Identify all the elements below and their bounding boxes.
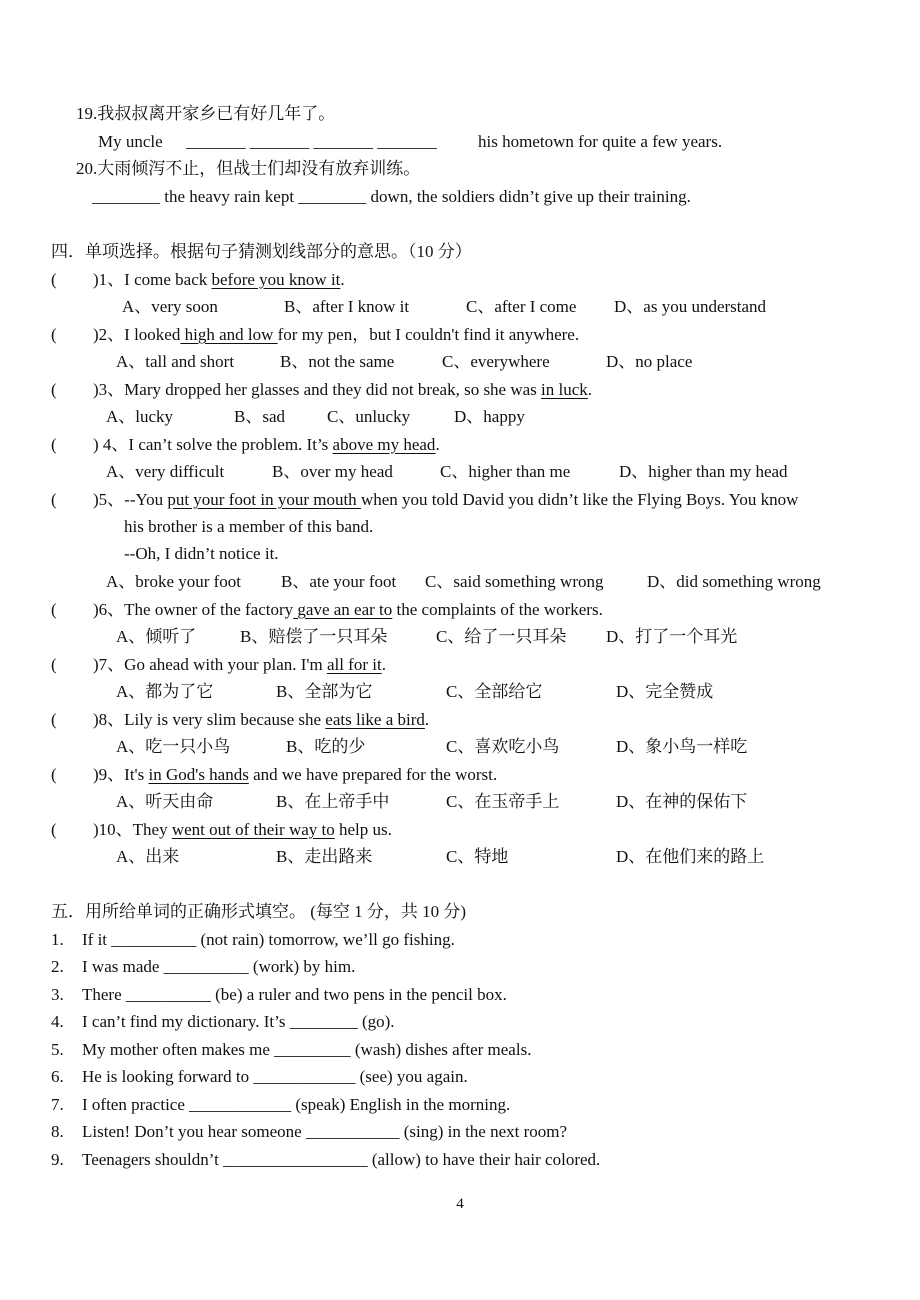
q5-stem-line-2: his brother is a member of this band. (124, 517, 374, 536)
q1-stem (93, 270, 345, 290)
q7-underlined-phrase: all for it (326, 655, 382, 674)
q2-option-b: B、not the same (280, 352, 395, 371)
q20-english: ________ the heavy rain kept ________ down, the soldiers didn’t give up their training. (92, 187, 691, 206)
q3-option-d: D、happy (454, 407, 525, 426)
q5-option-b: B、ate your foot (281, 572, 397, 591)
q10-option-a: A、出来 (116, 847, 180, 866)
q10-close-paren: ) (93, 820, 99, 839)
q5-text-post: when you told David you didn’t like the Flying Boys. You know (360, 490, 799, 509)
q5-open-paren: ( (51, 490, 57, 509)
q4-option-d: D、higher than my head (619, 462, 788, 481)
q8-option-b: B、吃的少 (286, 737, 366, 756)
q3-text-post: . (587, 380, 593, 399)
fill-item-5-number: 5. (51, 1040, 64, 1059)
q1-option-a: A、very soon (122, 297, 218, 316)
q8-stem (93, 710, 429, 730)
q8-option-c: C、喜欢吃小鸟 (446, 737, 560, 756)
q5-reply: --Oh, I didn’t notice it. (124, 544, 279, 563)
q4-close-paren: ) (93, 435, 99, 454)
q6-stem (93, 600, 603, 620)
q9-text-pre: 9、It's (98, 765, 149, 784)
q4-underlined-phrase: above my head (332, 435, 436, 454)
q3-open-paren: ( (51, 380, 57, 399)
q1-option-c: C、after I come (466, 297, 577, 316)
q7-open-paren: ( (51, 655, 57, 674)
section-5-heading: 五．用所给单词的正确形式填空。 (每空 1 分，共 10 分) (51, 902, 467, 921)
fill-item-3-text: There __________ (be) a ruler and two pens in the pencil box. (82, 985, 507, 1004)
q2-text-post: for my pen，but I couldn't find it anywhere. (277, 325, 580, 344)
q19-english-start: My uncle (98, 132, 163, 151)
fill-item-2-number: 2. (51, 957, 64, 976)
q7-option-d: D、完全赞成 (616, 682, 714, 701)
q9-open-paren: ( (51, 765, 57, 784)
q10-text-pre: 10、They (98, 820, 172, 839)
q9-close-paren: ) (93, 765, 99, 784)
page-number: 4 (456, 1196, 464, 1212)
section-4-heading: 四．单项选择。根据句子猜测划线部分的意思。（10 分） (51, 242, 472, 261)
q6-open-paren: ( (51, 600, 57, 619)
q3-option-a: A、lucky (106, 407, 174, 426)
q7-option-b: B、全部为它 (276, 682, 373, 701)
q6-text-post: the complaints of the workers. (392, 600, 603, 619)
q8-open-paren: ( (51, 710, 57, 729)
q4-text-pre: 4、I can’t solve the problem. It’s (98, 435, 333, 454)
q5-option-d: D、did something wrong (647, 572, 821, 591)
q4-text-post: . (435, 435, 440, 454)
q7-option-c: C、全部给它 (446, 682, 543, 701)
q6-option-a: A、倾听了 (116, 627, 197, 646)
fill-item-3-number: 3. (51, 985, 64, 1004)
q9-text-post: and we have prepared for the worst. (248, 765, 498, 784)
q2-option-c: C、everywhere (442, 352, 550, 371)
fill-item-6-number: 6. (51, 1067, 64, 1086)
q8-option-d: D、象小鸟一样吃 (616, 737, 748, 756)
q5-option-c: C、said something wrong (425, 572, 604, 591)
q4-option-b: B、over my head (272, 462, 393, 481)
q8-option-a: A、吃一只小鸟 (116, 737, 231, 756)
q1-option-d: D、as you understand (614, 297, 767, 316)
q20-chinese: 20.大雨倾泻不止，但战士们却没有放弃训练。 (76, 159, 421, 178)
fill-item-5-text: My mother often makes me _________ (wash) dishes after meals. (82, 1040, 532, 1059)
q9-stem (93, 765, 497, 785)
q4-option-a: A、very difficult (106, 462, 225, 481)
q8-text-pre: 8、Lily is very slim because she (98, 710, 326, 729)
q7-text-post: . (381, 655, 386, 674)
q5-text-pre: 5、--You (98, 490, 168, 509)
fill-item-8-text: Listen! Don’t you hear someone ___________ (sing) in the next room? (82, 1122, 568, 1141)
q10-open-paren: ( (51, 820, 57, 839)
fill-item-7-text: I often practice ____________ (speak) English in the morning. (82, 1095, 511, 1114)
q5-underlined-phrase: put your foot in your mouth (167, 490, 361, 509)
fill-item-6-text: He is looking forward to ____________ (see) you again. (82, 1067, 468, 1086)
fill-item-2-text: I was made __________ (work) by him. (82, 957, 356, 976)
fill-item-9-text: Teenagers shouldn’t _________________ (allow) to have their hair colored. (82, 1150, 601, 1169)
q9-option-c: C、在玉帝手上 (446, 792, 560, 811)
q10-option-b: B、走出路来 (276, 847, 373, 866)
fill-item-1-number: 1. (51, 930, 64, 949)
q8-close-paren: ) (93, 710, 99, 729)
fill-item-4-text: I can’t find my dictionary. It’s ________ (go). (82, 1012, 395, 1031)
q7-stem (93, 655, 386, 675)
q19-chinese: 19.我叔叔离开家乡已有好几年了。 (76, 104, 336, 123)
q6-text-pre: 6、The owner of the factory (98, 600, 294, 619)
q9-option-b: B、在上帝手中 (276, 792, 390, 811)
q6-option-b: B、赔偿了一只耳朵 (240, 627, 388, 646)
q2-text-pre: 2、I looked (98, 325, 181, 344)
q5-stem (93, 490, 798, 510)
q6-option-c: C、给了一只耳朵 (436, 627, 567, 646)
q3-underlined-phrase: in luck (541, 380, 588, 399)
q19-answer-blanks[interactable]: _______ _______ _______ _______ (186, 132, 437, 151)
fill-item-1-text: If it __________ (not rain) tomorrow, we’ll go fishing. (82, 930, 455, 949)
q3-text-pre: 3、Mary dropped her glasses and they did not break, so she was (98, 380, 542, 399)
q2-close-paren: ) (93, 325, 99, 344)
q4-open-paren: ( (51, 435, 57, 454)
q9-option-d: D、在神的保佑下 (616, 792, 748, 811)
q8-text-post: . (424, 710, 430, 729)
fill-item-8-number: 8. (51, 1122, 64, 1141)
q2-stem (93, 325, 579, 345)
q19-english-end: his hometown for quite a few years. (478, 132, 723, 151)
fill-item-9-number: 9. (51, 1150, 64, 1169)
q6-close-paren: ) (93, 600, 99, 619)
q3-stem (93, 380, 592, 400)
q10-option-d: D、在他们来的路上 (616, 847, 765, 866)
fill-item-4-number: 4. (51, 1012, 64, 1031)
q6-underlined-phrase: gave an ear to (293, 600, 393, 619)
q4-option-c: C、higher than me (440, 462, 571, 481)
q4-stem (93, 435, 440, 455)
q2-underlined-phrase: high and low (180, 325, 278, 344)
q7-text-pre: 7、Go ahead with your plan. I'm (98, 655, 327, 674)
q9-underlined-phrase: in God's hands (148, 765, 249, 784)
q5-close-paren: ) (93, 490, 99, 509)
q1-option-b: B、after I know it (284, 297, 410, 316)
q7-option-a: A、都为了它 (116, 682, 214, 701)
q1-text-pre: 1、I come back (98, 270, 212, 289)
q10-underlined-phrase: went out of their way to (171, 820, 335, 839)
q10-text-post: help us. (334, 820, 392, 839)
q3-option-c: C、unlucky (327, 407, 411, 426)
q2-option-d: D、no place (606, 352, 693, 371)
q10-option-c: C、特地 (446, 847, 509, 866)
q10-stem (93, 820, 392, 840)
q2-option-a: A、tall and short (116, 352, 235, 371)
q5-option-a: A、broke your foot (106, 572, 242, 591)
fill-item-7-number: 7. (51, 1095, 64, 1114)
q3-option-b: B、sad (234, 407, 285, 426)
q8-underlined-phrase: eats like a bird (325, 710, 425, 729)
q3-close-paren: ) (93, 380, 99, 399)
q7-close-paren: ) (93, 655, 99, 674)
q1-underlined-phrase: before you know it (211, 270, 341, 289)
q1-open-paren: ( (51, 270, 57, 289)
q2-open-paren: ( (51, 325, 57, 344)
q6-option-d: D、打了一个耳光 (606, 627, 738, 646)
q1-text-post: . (340, 270, 345, 289)
q1-close-paren: ) (93, 270, 99, 289)
q9-option-a: A、听天由命 (116, 792, 214, 811)
